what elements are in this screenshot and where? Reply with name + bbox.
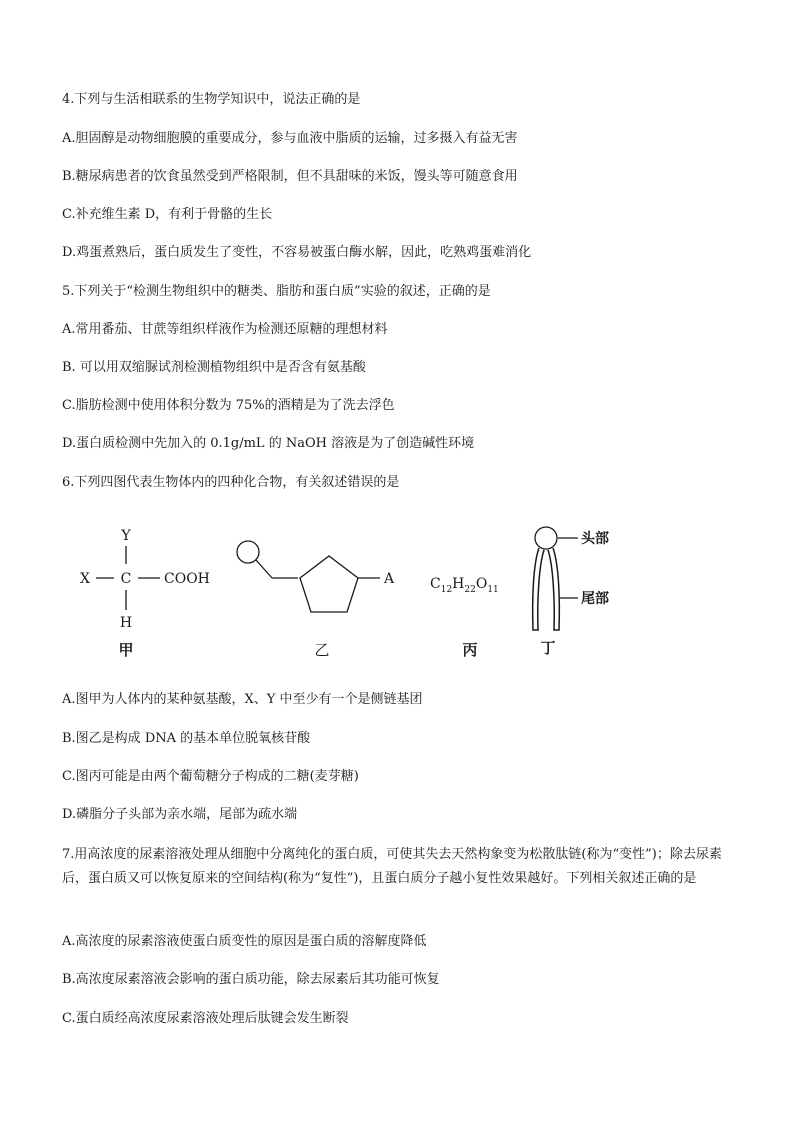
figure-bing [430, 576, 499, 659]
q4-option-a: A.胆固醇是动物细胞膜的重要成分，参与血液中脂质的运输，过多摄入有益无害 [62, 131, 518, 146]
q6-figure-svg [70, 520, 630, 665]
jia-label: 甲 [118, 641, 134, 659]
figure-jia [80, 528, 210, 659]
q7-stem: 7.用高浓度的尿素溶液处理从细胞中分离纯化的蛋白质，可使其失去天然构象变为松散肽链(称为“变性”)；除去尿素后，蛋白质又可以恢复原来的空间结构(称为“复性”)，且蛋白质分子越小复性效果越好。下列相关叙述正确的是 [62, 847, 722, 886]
q6-option-a: A.图甲为人体内的某种氨基酸，X、Y 中至少有一个是侧链基团 [62, 692, 423, 707]
jia-center-c: C [120, 571, 132, 587]
q6-stem: 6.下列四图代表生物体内的四种化合物，有关叙述错误的是 [62, 475, 400, 490]
yi-bond-phosphate [256, 560, 272, 578]
q5-option-c: C.脂肪检测中使用体积分数为 75%的酒精是为了洗去浮色 [62, 398, 395, 413]
q6-option-c: C.图丙可能是由两个葡萄糖分子构成的二糖(麦芽糖) [62, 769, 359, 784]
ding-tail-label: 尾部 [581, 591, 609, 607]
q4-stem: 4.下列与生活相联系的生物学知识中，说法正确的是 [62, 92, 361, 107]
ding-tail-right [548, 548, 559, 630]
ding-label: 丁 [540, 639, 556, 657]
q6-figure [70, 520, 630, 665]
q5-option-b: B. 可以用双缩脲试剂检测植物组织中是否含有氨基酸 [62, 360, 366, 375]
bing-formula: $C_{12}H_{22}O_{11}$ [430, 576, 499, 595]
q7-option-a: A.高浓度的尿素溶液使蛋白质变性的原因是蛋白质的溶解度降低 [62, 934, 427, 949]
q4-option-b: B.糖尿病患者的饮食虽然受到严格限制，但不具甜味的米饭，馒头等可随意食用 [62, 169, 518, 184]
ding-head-circle [535, 527, 557, 549]
yi-group-a: A [384, 571, 395, 587]
q6-option-d: D.磷脂分子头部为亲水端，尾部为疏水端 [62, 807, 298, 822]
q7-option-b: B.高浓度尿素溶液会影响的蛋白质功能，除去尿素后其功能可恢复 [62, 972, 440, 987]
q7-option-c: C.蛋白质经高浓度尿素溶液处理后肽键会发生断裂 [62, 1011, 349, 1026]
q4-option-c: C.补充维生素 D，有利于骨骼的生长 [62, 207, 273, 222]
q6-option-b: B.图乙是构成 DNA 的基本单位脱氧核苷酸 [62, 731, 311, 746]
yi-phosphate-circle [237, 541, 259, 563]
jia-bottom-h: H [119, 615, 133, 631]
ding-head-label: 头部 [581, 531, 609, 547]
jia-top-y: Y [121, 528, 131, 544]
q5-option-d: D.蛋白质检测中先加入的 0.1g/mL 的 NaOH 溶液是为了创造碱性环境 [62, 436, 475, 451]
jia-left-x: X [80, 571, 90, 587]
ding-tail-left [533, 548, 544, 630]
bing-label: 丙 [462, 641, 478, 659]
yi-pentose-ring [300, 556, 358, 612]
q5-stem: 5.下列关于“检测生物组织中的糖类、脂肪和蛋白质”实验的叙述，正确的是 [62, 284, 491, 299]
figure-ding [533, 527, 609, 657]
figure-yi [237, 541, 395, 659]
yi-label: 乙 [314, 641, 330, 659]
q5-option-a: A.常用番茄、甘蔗等组织样液作为检测还原糖的理想材料 [62, 322, 388, 337]
q4-option-d: D.鸡蛋煮熟后，蛋白质发生了变性，不容易被蛋白酶水解，因此，吃熟鸡蛋难消化 [62, 245, 532, 260]
jia-right-cooh: COOH [164, 571, 210, 587]
